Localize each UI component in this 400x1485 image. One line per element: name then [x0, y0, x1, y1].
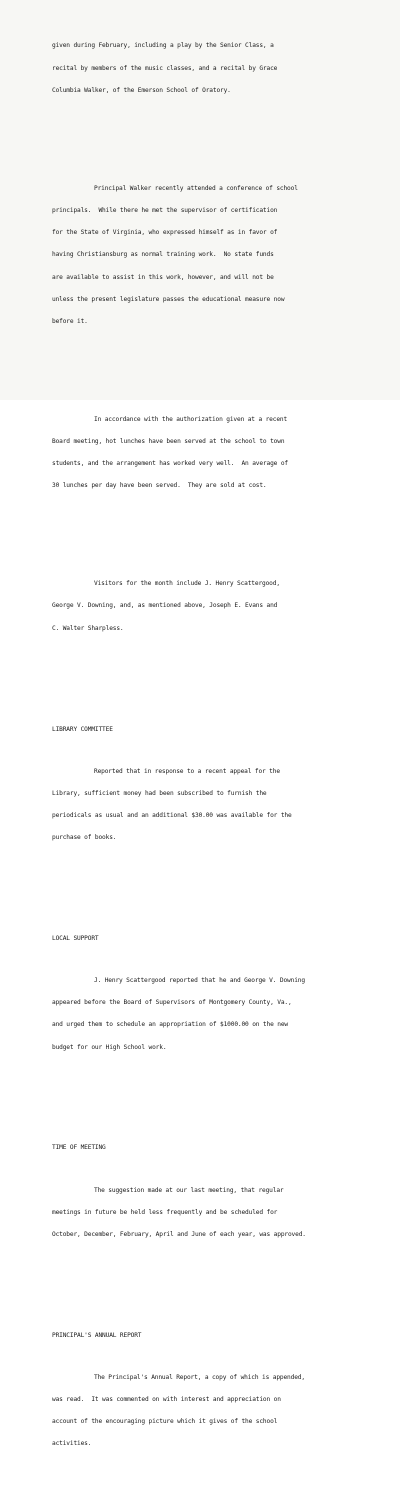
- local-support-section: [52, 920, 388, 1066]
- text-line: recital by members of the music classes, and a recital by Grace: [52, 64, 278, 72]
- text-line: are available to assist in this work, however, and will not be: [52, 273, 274, 281]
- text-line: C. Walter Sharpless.: [52, 624, 124, 632]
- text-line: activities.: [52, 1440, 92, 1448]
- text-line: Reported that in response to a recent appeal for the: [94, 767, 280, 775]
- text-line: periodicals as usual and an additional $30.00 was available for the: [52, 811, 292, 819]
- text-line: Library, sufficient money had been subscribed to furnish the: [52, 789, 267, 797]
- text-line: for the State of Virginia, who expressed himself as in favor of: [52, 229, 278, 237]
- text-line: appeared before the Board of Supervisors of Montgomery County, Va.,: [52, 999, 292, 1007]
- text-line: unless the present legislature passes the educational measure now: [52, 295, 285, 303]
- text-line: account of the encouraging picture which it gives of the school: [52, 1418, 278, 1426]
- principal-report-section: [52, 1317, 388, 1463]
- text-line: October, December, February, April and June of each year, was approved.: [52, 1230, 306, 1238]
- text-line: having Christiansburg as normal training work. No state funds: [52, 251, 274, 259]
- library-section: [52, 711, 388, 857]
- text-line: George V. Downing, and, as mentioned above, Joseph E. Evans and: [52, 602, 278, 610]
- text-line: In accordance with the authorization given at a recent: [94, 415, 288, 423]
- text-line: Board meeting, hot lunches have been served at the school to town: [52, 437, 285, 445]
- conference-paragraph: [52, 170, 388, 340]
- text-line: Principal Walker recently attended a conference of school: [94, 184, 298, 192]
- text-line: Visitors for the month include J. Henry Scattergood,: [94, 580, 280, 588]
- text-line: principals. While there he met the supervisor of certification: [52, 206, 278, 214]
- text-line: J. Henry Scattergood reported that he and George V. Downing: [94, 977, 305, 985]
- text-line: before it.: [52, 317, 88, 325]
- text-line: The Principal's Annual Report, a copy of which is appended,: [94, 1373, 305, 1381]
- text-line: Columbia Walker, of the Emerson School of Oratory.: [52, 86, 231, 94]
- section-heading: LOCAL SUPPORT: [52, 935, 99, 942]
- text-line: and urged them to schedule an appropriation of $1000.00 on the new: [52, 1021, 288, 1029]
- intro-paragraph: [52, 28, 388, 109]
- section-heading: PRINCIPAL'S ANNUAL REPORT: [52, 1331, 142, 1339]
- text-line: budget for our High School work.: [52, 1043, 167, 1051]
- text-line: The suggestion made at our last meeting, that regular: [94, 1186, 284, 1194]
- lunches-paragraph: [52, 401, 388, 505]
- section-heading: TIME OF MEETING: [52, 1144, 106, 1152]
- minutes-text: [52, 0, 388, 1485]
- text-line: purchase of books.: [52, 834, 117, 842]
- text-line: 30 lunches per day have been served. They are sold at cost.: [52, 482, 267, 490]
- text-line: given during February, including a play by the Senior Class, a: [52, 42, 274, 50]
- text-line: was read. It was commented on with interest and appreciation on: [52, 1395, 281, 1403]
- text-line: meetings in future be held less frequently and be scheduled for: [52, 1208, 278, 1216]
- text-line: students, and the arrangement has worked very well. An average of: [52, 460, 288, 468]
- visitors-paragraph: [52, 565, 388, 646]
- time-of-meeting-section: [52, 1130, 388, 1253]
- section-heading: LIBRARY COMMITTEE: [52, 725, 113, 733]
